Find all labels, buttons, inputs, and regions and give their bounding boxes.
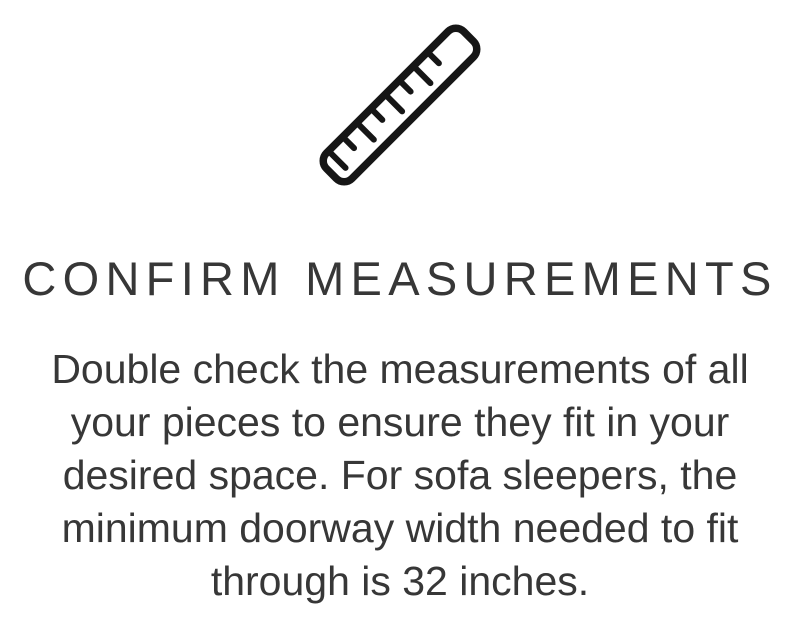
section-heading: CONFIRM MEASUREMENTS — [22, 252, 778, 305]
description-line: Double check the measurements of all — [51, 345, 749, 392]
section-description — [51, 343, 748, 608]
description-line: desired space. For sofa sleepers, the — [62, 451, 738, 498]
description-line: your pieces to ensure they fit in your — [70, 398, 730, 445]
description-line: minimum doorway width needed to fit — [61, 504, 739, 551]
description-line: through is 32 inches. — [210, 557, 590, 604]
ruler-icon — [307, 12, 493, 198]
